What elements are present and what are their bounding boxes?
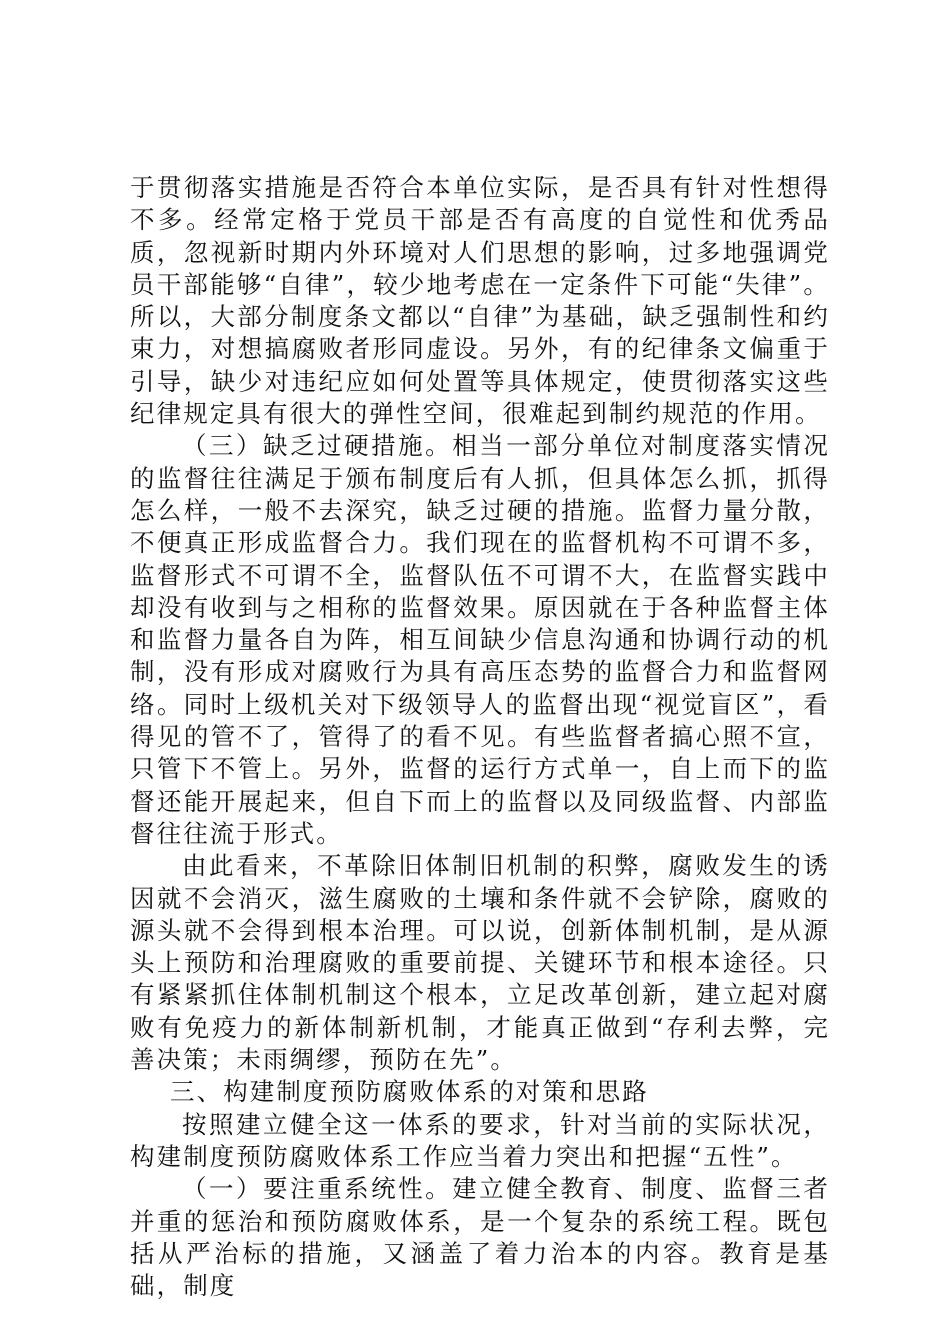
document-body [130,172,830,1302]
section-heading: 三、构建制度预防腐败体系的对策和思路 [170,1077,649,1107]
paragraph-intro: 按照建立健全这一体系的要求，针对当前的实际状况，构建制度预防腐败体系工作应当着力突出和把握“五性”。 [130,1109,830,1171]
paragraph-section-three: （三）缺乏过硬措施。相当一部分单位对制度落实情况的监督往往满足于颁布制度后有人抓，但具体怎么抓，抓得怎么样，一般不去深究，缺乏过硬的措施。监督力量分散，不便真正形成监督合力。我们现在的监督机构不可谓不多，监督形式不可谓不全，监督队伍不可谓不大，在监督实践中却没有收到与之相称的监督效果。原因就在于各种监督主体和监督力量各自为阵，相互间缺少信息沟通和协调行动的机制，没有形成对腐败行为具有高压态势的监督合力和监督网络。同时上级机关对下级领导人的监督出现“视觉盲区”，看得见的管不了，管得了的看不见。有些监督者搞心照不宣，只管下不管上。另外，监督的运行方式单一，自上而下的监督还能开展起来，但自下而上的监督以及同级监督、内部监督往往流于形式。 [130,431,830,848]
paragraph-conclusion: 由此看来，不革除旧体制旧机制的积弊，腐败发生的诱因就不会消灭，滋生腐败的土壤和条件就不会铲除，腐败的源头就不会得到根本治理。可以说，创新体制机制，是从源头上预防和治理腐败的重要前提、关键环节和根本途径。只有紧紧抓住体制机制这个根本，立足改革创新，建立起对腐败有免疫力的新体制新机制，才能真正做到“存利去弊，完善决策；未雨绸缪，预防在先”。 [130,851,830,1075]
paragraph-continuation: 于贯彻落实措施是否符合本单位实际，是否具有针对性想得不多。经常定格于党员干部是否有高度的自觉性和优秀品质，忽视新时期内外环境对人们思想的影响，过多地强调党员干部能够“自律”，较少地考虑在一定条件下可能“失律”。所以，大部分制度条文都以“自律”为基础，缺乏强制性和约束力，对想搞腐败者形同虚设。另外，有的纪律条文偏重于引导，缺少对违纪应如何处置等具体规定，使贯彻落实这些纪律规定具有很大的弹性空间，很难起到制约规范的作用。 [130,173,830,429]
paragraph-item-one: （一）要注重系统性。建立健全教育、制度、监督三者并重的惩治和预防腐败体系，是一个复杂的系统工程。既包括从严治标的措施，又涵盖了着力治本的内容。教育是基础，制度 [130,1174,830,1301]
